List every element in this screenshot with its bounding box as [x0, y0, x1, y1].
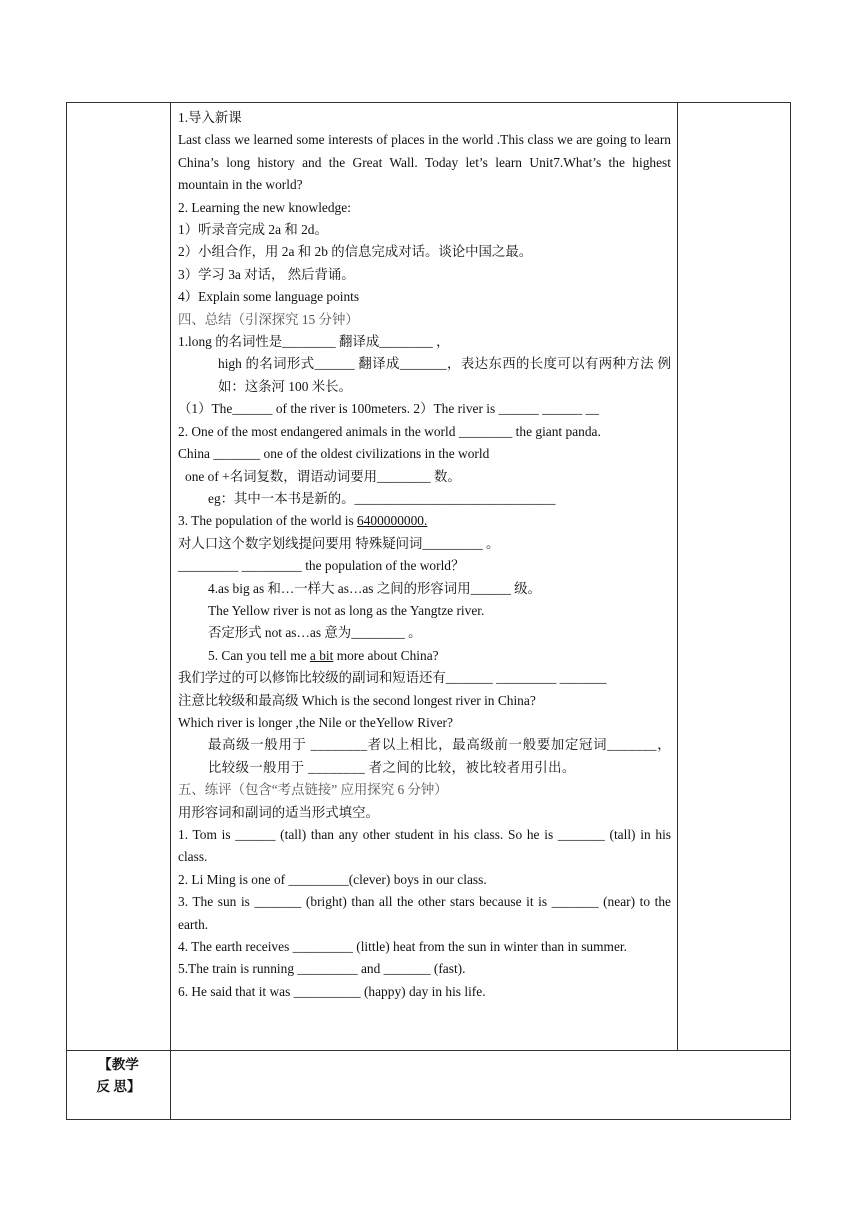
comparative-note: 注意比较级和最高级 Which is the second longest river in China?	[178, 692, 536, 708]
exercise-2: 2. Li Ming is one of _________(clever) boys in our class.	[178, 871, 487, 887]
endangered-line: 2. One of the most endangered animals in the world ________ the giant panda.	[178, 423, 601, 439]
step-1: 1）听录音完成 2a 和 2d。	[178, 222, 328, 238]
exercise-5: 5.The train is running _________ and _______ (fast).	[178, 961, 466, 977]
step-4: 4）Explain some language points	[178, 289, 360, 305]
section-intro-heading: 1.导入新课	[178, 110, 242, 125]
tell-me-line	[178, 645, 671, 667]
lesson-content	[171, 103, 677, 1003]
a-bit-text: a bit	[309, 647, 334, 663]
step-2: 2）小组合作，用 2a 和 2b 的信息完成对话。谈论中国之最。	[178, 244, 533, 260]
summary-heading: 四、总结（引深探究 15 分钟）	[178, 311, 359, 327]
tell-me-text: 5. Can you tell me	[208, 647, 310, 663]
main-content-cell	[171, 103, 678, 1051]
exercise-6: 6. He said that it was __________ (happy) day in his life.	[178, 983, 486, 999]
high-noun-line: high 的名词形式______ 翻译成_______，表达东西的长度可以有两种方法 例如：这条河 100 米长。	[218, 356, 671, 394]
reflection-row	[67, 1051, 791, 1120]
content-row	[67, 103, 791, 1051]
example-line: eg：其中一本书是新的。______________________________	[208, 490, 556, 506]
reflection-label	[67, 1051, 170, 1098]
reflection-label-line-2: 反 思】	[96, 1079, 141, 1094]
intro-paragraph: Last class we learned some interests of places in the world .This class we are going to learn China’s long history and the Great Wall. Today let’s learn Unit7.What’s the highest mountain in the world?	[178, 132, 671, 193]
lesson-plan-table	[66, 102, 791, 1120]
exercise-3: 3. The sun is _______ (bright) than all the other stars because it is _______ (near) to the earth.	[178, 894, 671, 932]
population-text: 3. The population of the world is	[178, 513, 358, 529]
learning-heading: 2. Learning the new knowledge:	[178, 199, 351, 215]
as-big-as-line: 4.as big as 和…一样大 as…as 之间的形容词用______ 级。	[208, 580, 541, 596]
step-3: 3）学习 3a 对话， 然后背诵。	[178, 266, 355, 282]
population-number: 6400000000.	[357, 513, 428, 529]
left-column-cell	[67, 103, 171, 1051]
question-word-line: 对人口这个数字划线提问要用 特殊疑问词_________ 。	[178, 535, 500, 551]
exercise-4: 4. The earth receives _________ (little) heat from the sun in winter than in summer.	[178, 939, 627, 955]
yellow-river-line: The Yellow river is not as long as the Yangtze river.	[208, 602, 485, 618]
adverb-line: 我们学过的可以修饰比较级的副词和短语还有_______ _________ _______	[178, 670, 607, 686]
reflection-label-cell	[67, 1051, 171, 1120]
population-line	[178, 510, 671, 532]
reflection-label-line-1: 【教学	[98, 1057, 139, 1072]
nile-question: Which river is longer ,the Nile or theYellow River?	[178, 714, 453, 730]
reflection-content-cell	[171, 1051, 791, 1120]
population-question: _________ _________ the population of the world？	[178, 558, 465, 574]
long-noun-line: 1.long 的名词性是________ 翻译成________ ，	[178, 334, 450, 350]
tell-me-rest: more about China?	[333, 647, 439, 663]
exercise-1: 1. Tom is ______ (tall) than any other student in his class. So he is _______ (tall) in his class.	[178, 827, 671, 865]
negative-form-line: 否定形式 not as…as 意为________ 。	[208, 625, 422, 641]
practice-instruction: 用形容词和副词的适当形式填空。	[178, 804, 379, 820]
practice-heading: 五、练评（包含“考点链接” 应用探究 6 分钟）	[178, 782, 448, 798]
right-column-cell	[678, 103, 791, 1051]
one-of-rule: one of +名词复数，谓语动词要用________ 数。	[185, 468, 461, 484]
superlative-rule: 最高级一般用于 ________者以上相比，最高级前一般要加定冠词_______，比较级一般用于 ________ 者之间的比较，被比较者用引出。	[208, 737, 671, 775]
china-line: China _______ one of the oldest civilizations in the world	[178, 446, 490, 462]
river-length-line: （1）The______ of the river is 100meters. 2）The river is ______ ______ __	[178, 401, 599, 417]
